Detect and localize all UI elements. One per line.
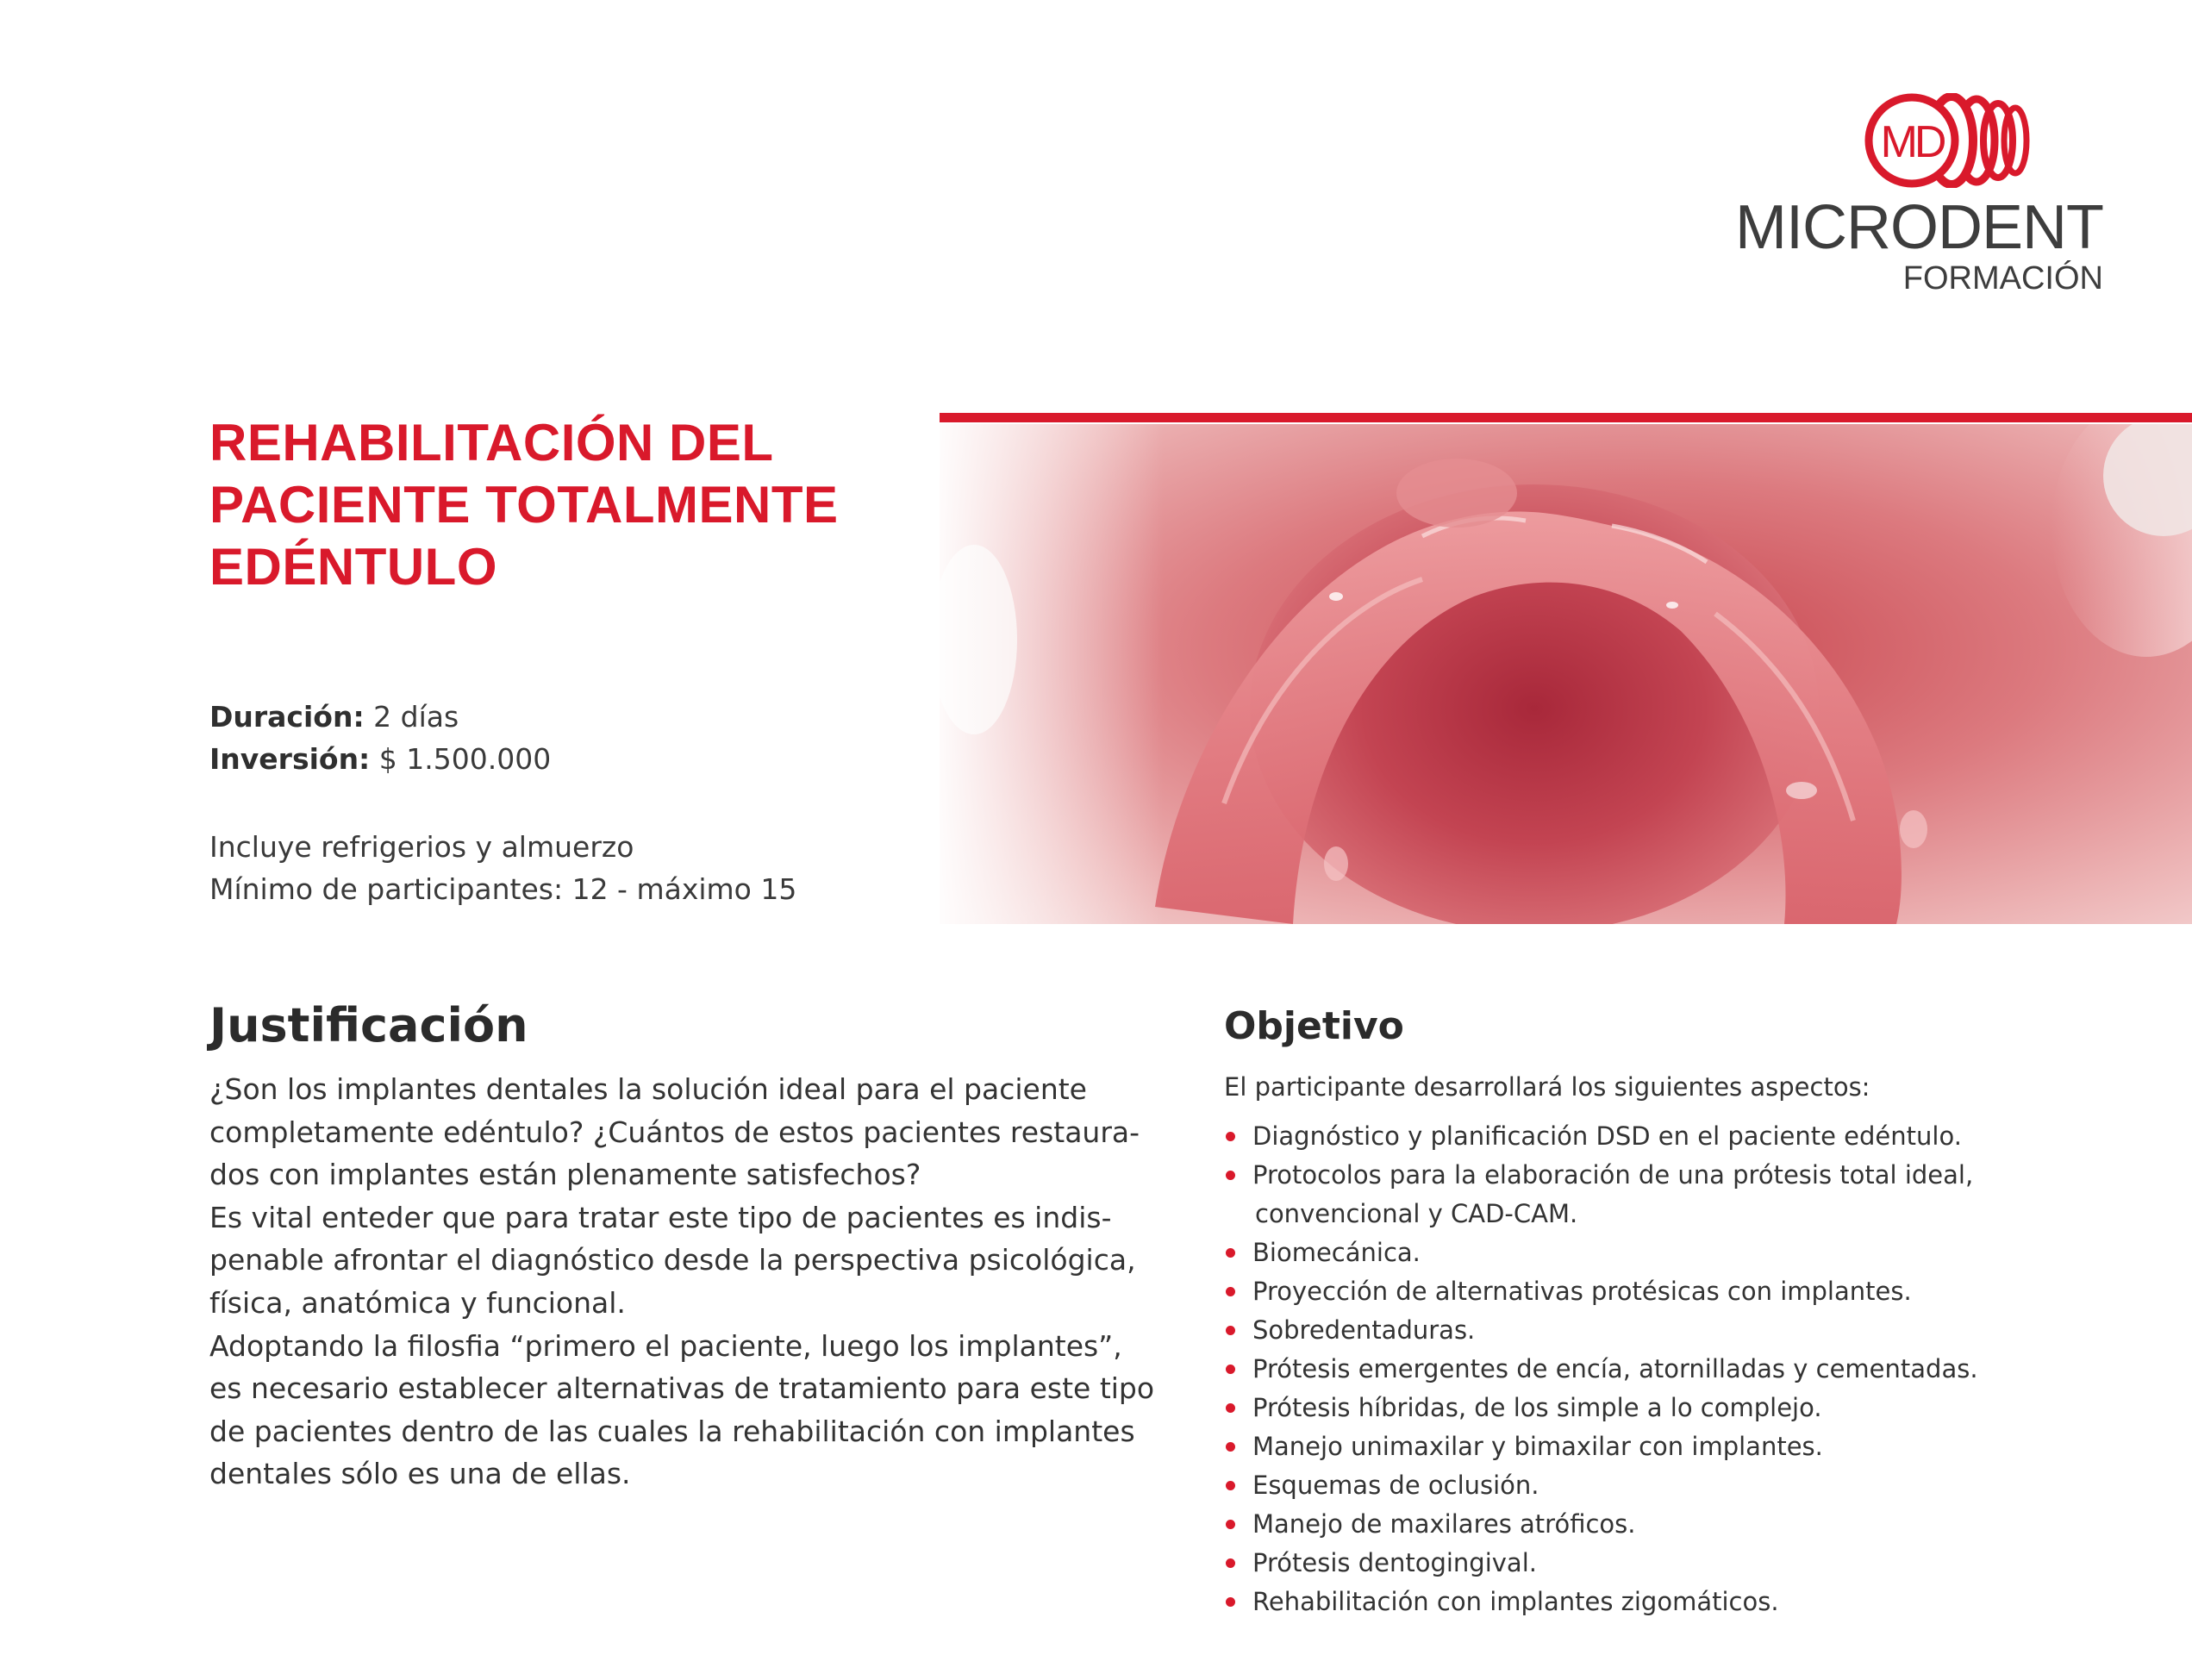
justificacion-line: dentales sólo es una de ellas. [209,1457,631,1491]
justificacion-line: ¿Son los implantes dentales la solución ideal para el paciente [209,1072,1087,1106]
accent-divider [940,413,2192,422]
justificacion-line: Es vital enteder que para tratar este tipo de pacientes es indis- [209,1200,1112,1234]
objetivo-item [1224,1117,1978,1156]
course-title [209,412,916,598]
objetivo-item-text: Manejo de maxilares atróficos. [1252,1509,1636,1539]
objetivo-item [1224,1583,1978,1621]
objetivo-item-text: Proyección de alternativas protésicas con implantes. [1252,1277,1912,1306]
justificacion-line: penable afrontar el diagnóstico desde la perspectiva psicológica, [209,1243,1136,1277]
objetivo-item [1224,1350,1978,1389]
objetivo-item [1224,1389,1978,1427]
objetivo-item-text: Sobredentaduras. [1252,1315,1476,1345]
objetivo-heading: Objetivo [1224,1004,1404,1048]
logo-mark-text: MD [1880,117,1944,167]
objetivo-item-text: Prótesis emergentes de encía, atornilladas y cementadas. [1252,1354,1978,1383]
objetivo-item-text: Protocolos para la elaboración de una prótesis total ideal, [1252,1160,1974,1190]
investment-row [209,738,551,780]
objetivo-item [1224,1505,1978,1544]
objetivo-item [1224,1311,1978,1350]
objetivo-item-text: Prótesis dentogingival. [1252,1548,1537,1577]
microdent-logo [1735,93,2103,300]
bullet-icon [1226,1326,1235,1335]
bullet-icon [1226,1403,1235,1413]
course-title-line: EDÉNTULO [209,538,497,596]
objetivo-intro: El participante desarrollará los siguientes aspectos: [1224,1072,1870,1102]
duration-row [209,696,551,738]
bullet-icon [1226,1248,1235,1258]
course-note: Mínimo de participantes: 12 - máximo 15 [209,872,797,906]
bullet-icon [1226,1481,1235,1490]
justificacion-text [209,1068,1155,1496]
bullet-icon [1226,1132,1235,1141]
course-note: Incluye refrigerios y almuerzo [209,830,634,864]
hero-photo [940,424,2192,924]
bullet-icon [1226,1171,1235,1180]
objetivo-item-text: Diagnóstico y planificación DSD en el paciente edéntulo. [1252,1121,1962,1151]
duration-label: Duración: [209,700,365,734]
objetivo-item-text: Manejo unimaxilar y bimaxilar con implantes. [1252,1432,1823,1461]
objetivo-item-continuation: convencional y CAD-CAM. [1255,1199,1578,1228]
objetivo-item-text: Prótesis híbridas, de los simple a lo complejo. [1252,1393,1822,1422]
bullet-icon [1226,1365,1235,1374]
justificacion-line: completamente edéntulo? ¿Cuántos de estos pacientes restaura- [209,1115,1140,1149]
investment-value: $ 1.500.000 [378,742,552,776]
duration-value: 2 días [373,700,459,734]
objetivo-item [1224,1544,1978,1583]
justificacion-line: de pacientes dentro de las cuales la rehabilitación con implantes [209,1414,1135,1448]
objetivo-item-text: Esquemas de oclusión. [1252,1471,1539,1500]
bullet-icon [1226,1442,1235,1452]
objetivo-item-text: Rehabilitación con implantes zigomáticos. [1252,1587,1779,1616]
objetivo-item [1224,1427,1978,1466]
oral-cavity-photo-icon [940,424,2192,924]
bullet-icon [1226,1597,1235,1607]
bullet-icon [1226,1558,1235,1568]
bullet-icon [1226,1520,1235,1529]
logo-name: MICRODENT [1735,193,2103,262]
justificacion-heading: Justificación [209,998,528,1052]
course-notes [209,826,796,910]
course-title-line: PACIENTE TOTALMENTE [209,476,839,534]
course-meta [209,696,551,780]
objetivo-item [1224,1233,1978,1272]
justificacion-line: física, anatómica y funcional. [209,1285,626,1320]
objetivo-item [1224,1272,1978,1311]
logo-subtitle: FORMACIÓN [1902,260,2103,297]
objetivo-item [1224,1156,1978,1233]
investment-label: Inversión: [209,742,371,776]
course-title-line: REHABILITACIÓN DEL [209,414,774,472]
microdent-logo-icon [1862,93,2034,188]
objetivo-item-text: Biomecánica. [1252,1238,1421,1267]
bullet-icon [1226,1287,1235,1296]
justificacion-line: Adoptando la filosfia “primero el paciente, luego los implantes”, [209,1328,1122,1363]
justificacion-line: dos con implantes están plenamente satisfechos? [209,1158,921,1192]
objetivo-list [1224,1117,1978,1621]
objetivo-item [1224,1466,1978,1505]
justificacion-line: es necesario establecer alternativas de tratamiento para este tipo [209,1371,1155,1406]
